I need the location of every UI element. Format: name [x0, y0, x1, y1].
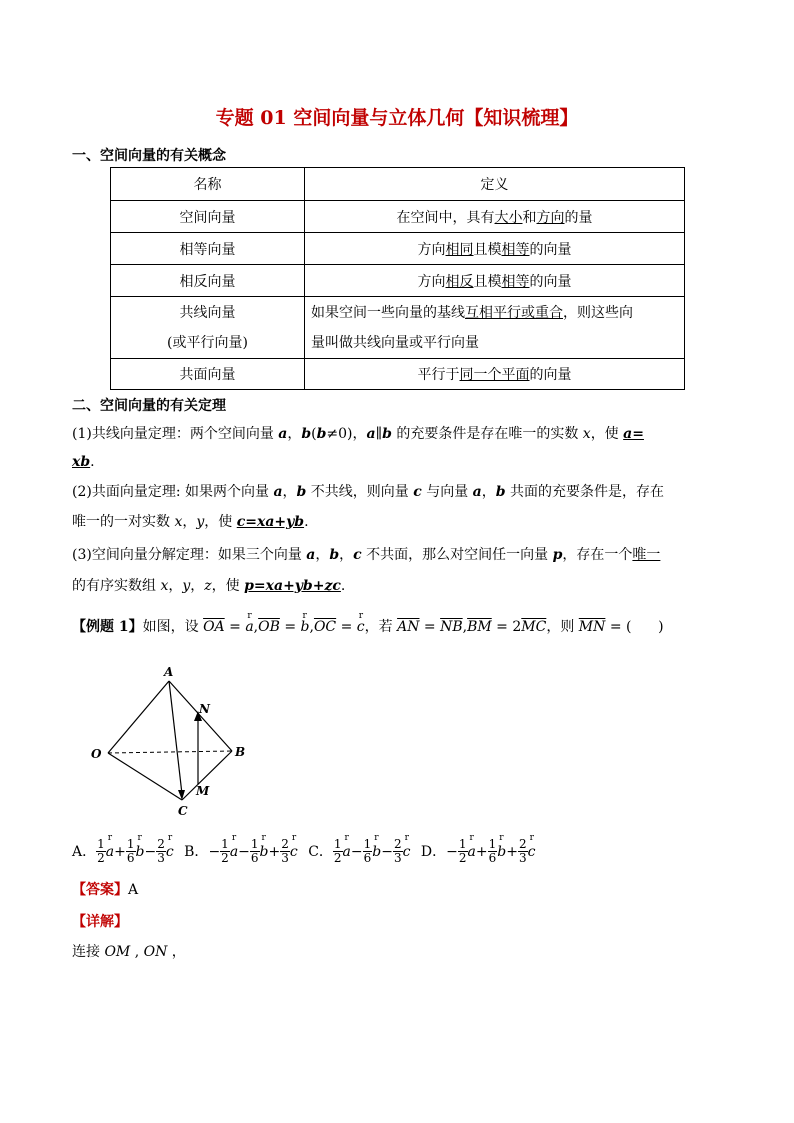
term-name: 相反向量 — [111, 265, 305, 297]
edge-oc — [108, 753, 182, 800]
section-heading-concepts: 一、空间向量的有关概念 — [72, 148, 226, 164]
term-name: 共线向量 (或平行向量) — [111, 297, 305, 359]
table-row — [111, 359, 685, 390]
point-label-o: O — [91, 747, 102, 761]
choice-c[interactable]: C． $\frac{1}{2}$ r a− $\frac{1}{6}$ r b− $\frac{2}{3}$ r c — [308, 844, 415, 860]
point-label-c: C — [178, 804, 188, 818]
collinear-theorem: (1)共线向量定理：两个空间向量 a，b(b≠0)，a∥b 的充要条件是存在唯一的实数 x，使 a= — [72, 426, 644, 442]
table-header-row — [111, 168, 685, 201]
edge-ob-hidden — [108, 751, 232, 753]
concepts-table — [110, 167, 685, 390]
point-label-a: A — [164, 665, 174, 679]
point-label-n: N — [199, 702, 210, 716]
term-name: 共面向量 — [111, 359, 305, 390]
example-1-question: 【例题 1】如图，设 $\overline{OA} = r$ $a,\overline{OB} = r$ $b,\overline{OC} = r$ c，若 $\overline{AN} = \overline{NB},\overline{BM} = 2\overline{MC}$，则 $\overline{MN}$ = ( ) — [72, 617, 664, 637]
edge-ab — [169, 681, 232, 751]
page-title: 专题 01 空间向量与立体几何【知识梳理】 — [215, 107, 579, 129]
term-name: 相等向量 — [111, 233, 305, 265]
answer-choices — [72, 838, 541, 865]
table-row — [111, 201, 685, 233]
term-definition: 平行于同一个平面的向量 — [305, 359, 685, 390]
point-label-m: M — [196, 784, 210, 798]
answer-label: 【答案】 — [72, 882, 128, 898]
edge-oa — [108, 681, 169, 753]
choice-d[interactable]: D．− $\frac{1}{2}$ r a+ $\frac{1}{6}$ r b+ $\frac{2}{3}$ r c — [421, 844, 536, 860]
table-row — [111, 265, 685, 297]
answer-value: A — [128, 882, 139, 898]
coplanar-theorem: (2)共面向量定理: 如果两个向量 a，b 不共线，则向量 c 与向量 a，b 共面的充要条件是，存在 — [72, 484, 664, 500]
vector-ac-line — [169, 681, 182, 794]
tetrahedron-figure — [85, 660, 255, 825]
decomposition-theorem: (3)空间向量分解定理：如果三个向量 a，b，c 不共面，那么对空间任一向量 p，存在一个唯一 — [72, 547, 661, 563]
table-header-name: 名称 — [111, 168, 305, 201]
detail-label: 【详解】 — [72, 914, 128, 930]
point-label-b: B — [235, 745, 246, 759]
table-row — [111, 297, 685, 359]
solution-step: 连接 OM , ON ， — [72, 944, 186, 960]
coplanar-theorem-line2: 唯一的一对实数 x，y，使 c=xa+yb. — [72, 514, 309, 530]
choice-b[interactable]: B．− $\frac{1}{2}$ r a− $\frac{1}{6}$ r b+ $\frac{2}{3}$ r c — [184, 844, 302, 860]
term-definition: 方向相反且模相等的向量 — [305, 265, 685, 297]
term-definition: 如果空间一些向量的基线互相平行或重合，则这些向 量叫做共线向量或平行向量 — [305, 297, 685, 359]
table-header-definition: 定义 — [305, 168, 685, 201]
table-row — [111, 233, 685, 265]
answer-line — [72, 880, 138, 900]
term-definition: 在空间中，具有大小和方向的量 — [305, 201, 685, 233]
example-label: 【例题 1】 — [72, 619, 143, 635]
term-definition: 方向相同且模相等的向量 — [305, 233, 685, 265]
collinear-theorem-formula: xb. — [72, 454, 95, 470]
choice-a[interactable]: A． $\frac{1}{2}$ r a+ $\frac{1}{6}$ r b− $\frac{2}{3}$ r c — [72, 844, 178, 860]
section-heading-theorems: 二、空间向量的有关定理 — [72, 398, 226, 414]
term-name: 空间向量 — [111, 201, 305, 233]
decomposition-theorem-line2: 的有序实数组 x，y，z，使 p=xa+yb+zc. — [72, 578, 346, 594]
